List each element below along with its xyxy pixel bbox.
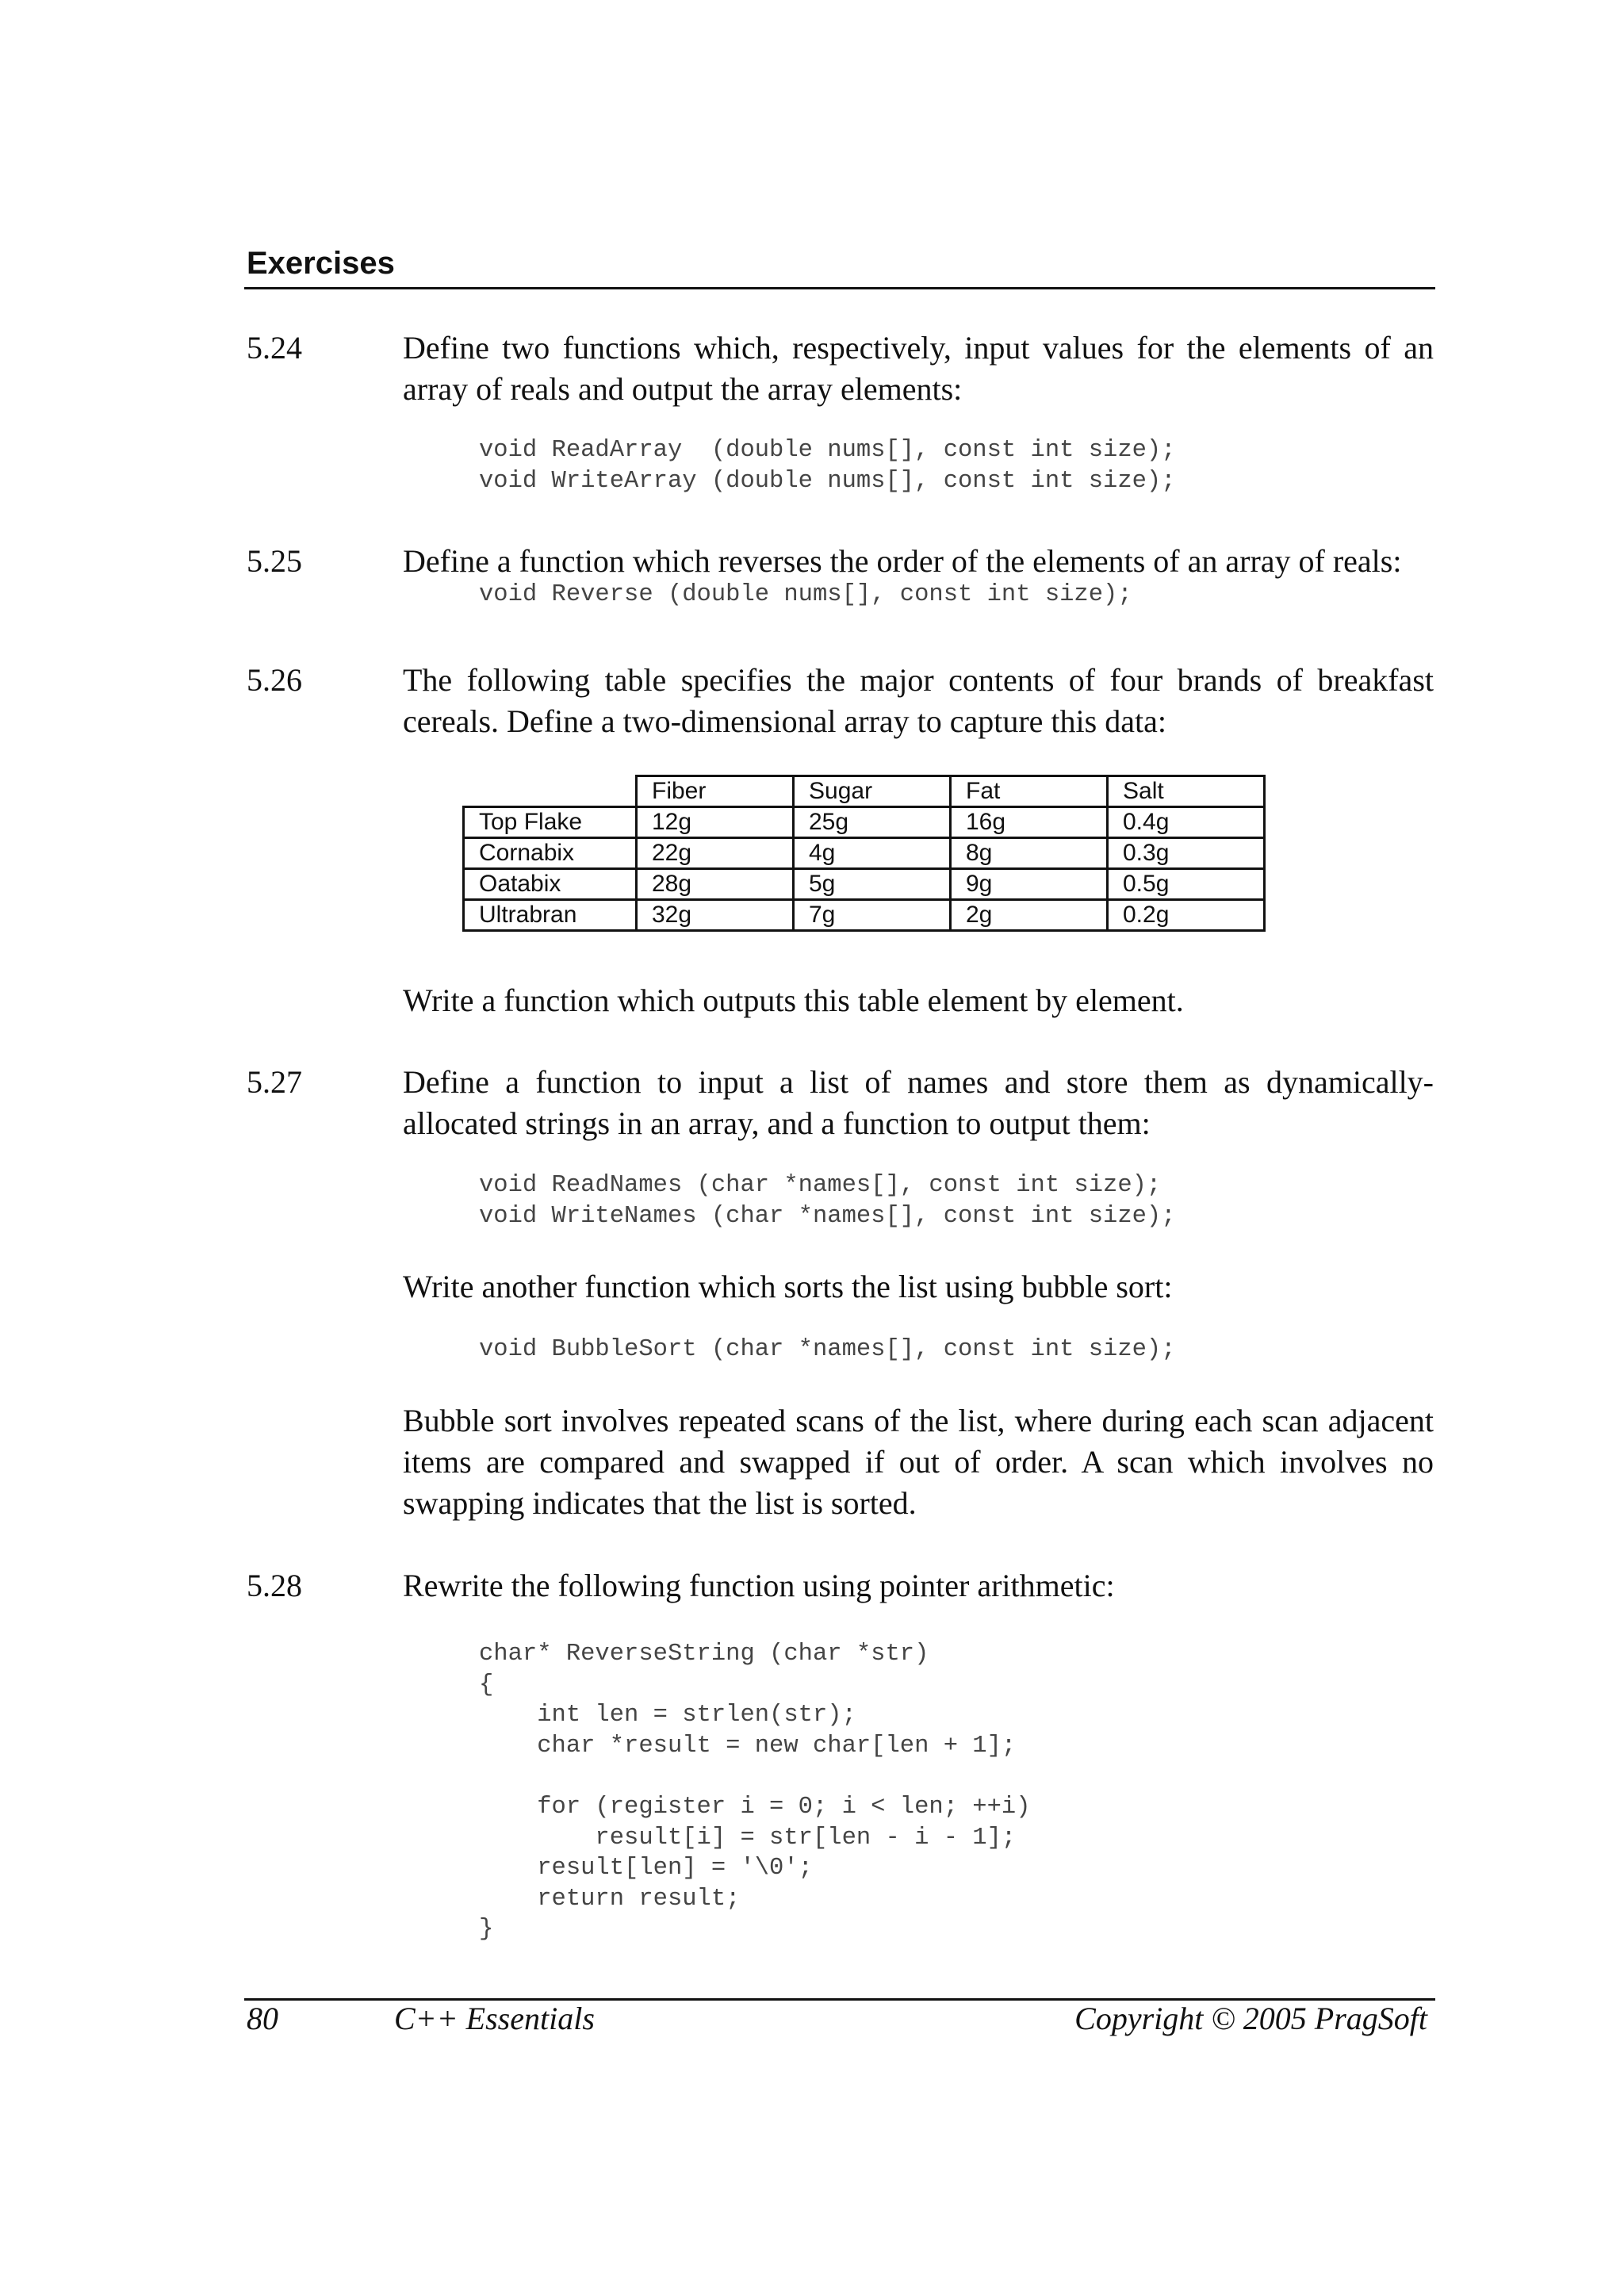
exercise-5-24-text: Define two functions which, respectively, input values for the elements of an array of reals and output the array elements: [403,330,1434,407]
table-corner-cell [464,776,637,807]
table-cell: 8g [951,838,1108,869]
table-cell: 16g [951,807,1108,838]
copyright-notice: Copyright © 2005 PragSoft [1074,2001,1427,2036]
column-header: Salt [1108,776,1265,807]
column-header: Fat [951,776,1108,807]
row-label: Oatabix [464,869,637,900]
exercise-number-5-28: 5.28 [247,1568,302,1603]
book-title: C++ Essentials [394,2001,595,2036]
exercise-5-28-code: char* ReverseString (char *str) { int len = strlen(str); char *result = new char[len + 1]; for (register i = 0; i < len; ++i) result[i] = str[len - i - 1]; result[len] = '\0'; return result; } [479,1641,1031,1944]
table-cell: 4g [794,838,951,869]
exercise-5-26-text: The following table specifies the major contents of four brands of breakfast cereals. Define a two-dimensional array to capture this data: [403,662,1434,739]
table-cell: 0.2g [1108,900,1265,931]
exercise-number-5-26: 5.26 [247,662,302,698]
row-label: Cornabix [464,838,637,869]
table-header-row [464,776,1265,807]
exercise-5-27-text-2: Write another function which sorts the list using bubble sort: [403,1269,1173,1304]
table-row [464,869,1265,900]
table-cell: 32g [637,900,794,931]
exercise-5-28-text: Rewrite the following function using pointer arithmetic: [403,1568,1115,1603]
page-number: 80 [247,2001,278,2036]
table-cell: 0.5g [1108,869,1265,900]
table-cell: 12g [637,807,794,838]
exercise-5-25-text: Define a function which reverses the order of the elements of an array of reals: [403,543,1402,579]
table-cell: 0.3g [1108,838,1265,869]
exercise-5-27-code-2: void BubbleSort (char *names[], const int size); [479,1336,1176,1363]
exercise-number-5-24: 5.24 [247,330,302,366]
exercise-5-27-code-1: void ReadNames (char *names[], const int size); void WriteNames (char *names[], const int size); [479,1172,1176,1230]
exercise-5-24-code: void ReadArray (double nums[], const int size); void WriteArray (double nums[], const int size); [479,437,1176,495]
table-cell: 9g [951,869,1108,900]
table-row [464,838,1265,869]
table-cell: 5g [794,869,951,900]
table-cell: 25g [794,807,951,838]
exercise-number-5-27: 5.27 [247,1064,302,1100]
row-label: Ultrabran [464,900,637,931]
exercise-5-27-text-3: Bubble sort involves repeated scans of the list, where during each scan adjacent items are compared and swapped if out of order. A scan which involves no swapping indicates that the list is sorted. [403,1403,1434,1521]
exercise-5-25-code: void Reverse (double nums[], const int size); [479,581,1132,608]
row-label: Top Flake [464,807,637,838]
table-row [464,807,1265,838]
heading-rule [244,287,1435,289]
table-row [464,900,1265,931]
cereal-contents-table [462,775,1266,932]
section-heading: Exercises [247,246,395,281]
exercise-number-5-25: 5.25 [247,543,302,579]
table-cell: 28g [637,869,794,900]
table-cell: 22g [637,838,794,869]
exercise-5-27-text: Define a function to input a list of names and store them as dynamically-allocated strings in an array, and a function to output them: [403,1064,1434,1141]
table-cell: 7g [794,900,951,931]
column-header: Fiber [637,776,794,807]
table-cell: 0.4g [1108,807,1265,838]
table-cell: 2g [951,900,1108,931]
exercise-5-26-followup: Write a function which outputs this table element by element. [403,982,1184,1018]
column-header: Sugar [794,776,951,807]
